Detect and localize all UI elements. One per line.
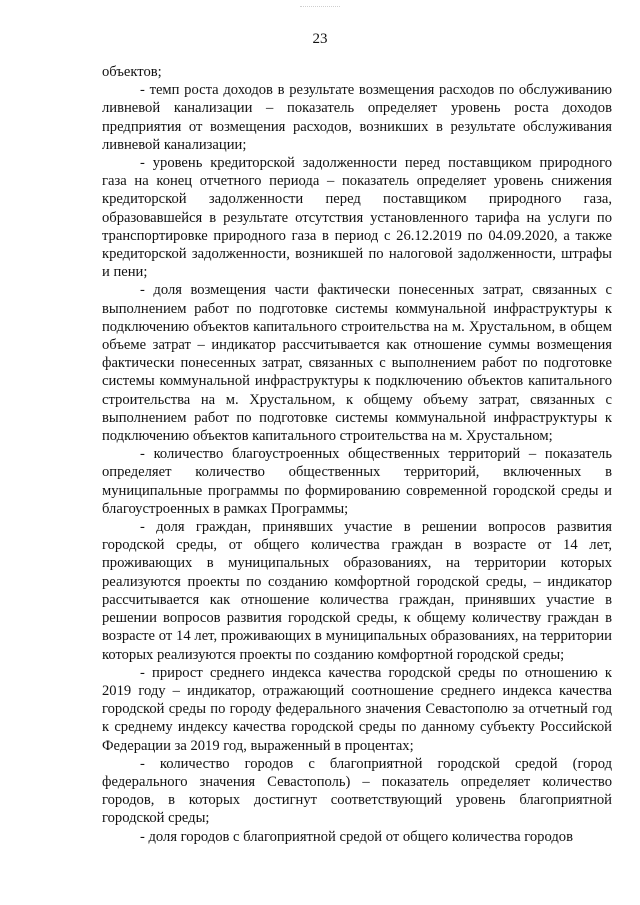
paragraph: - доля граждан, принявших участие в решении вопросов развития городской среды, от общего количества граждан в возрасте от 14 лет, проживающих в муниципальных образованиях, на территории которых реализуются проекты по созданию комфортной городской среды, – индикатор рассчитывается как отношение количества граждан, принявших участие в решении вопросов развития городской среды, к общему количеству граждан в возрасте от 14 лет, проживающих в муниципальных образованиях, на территории которых реализуются проекты по созданию комфортной городской среды; [102,519,612,663]
paragraph: - доля возмещения части фактически понесенных затрат, связанных с выполнением работ по подготовке системы коммунальной инфраструктуры к подключению объектов капитального строительства на м. Хрустальном, в общем объеме затрат – индикатор рассчитывается как отношение суммы возмещения фактически понесенных затрат, связанных с выполнением работ по подготовке системы коммунальной инфраструктуры к подключению объектов капитального строительства на м. Хрустальном, к общему объему затрат, связанных с выполнением работ по подготовке системы коммунальной инфраструктуры к подключению объектов капитального строительства на м. Хрустальном; [102,282,612,445]
paragraph: - количество благоустроенных общественных территорий – показатель определяет количество общественных территорий, включенных в муниципальные программы по формированию современной городской среды и благоустроенных в рамках Программы; [102,446,612,517]
paragraph: - доля городов с благоприятной средой от общего количества городов [140,828,573,845]
paragraph: объектов; [102,64,162,80]
scan-artifact [300,6,340,9]
paragraph: - темп роста доходов в результате возмещения расходов по обслуживанию ливневой канализации – показатель определяет уровень роста доходов предприятия от возмещения расходов, возникших в результате обслуживания ливневой канализации; [102,82,612,153]
paragraph: - количество городов с благоприятной городской средой (город федерального значения Севастополь) – показатель определяет количество городов, в которых достигнут соответствующий уровень благоприятной городской среды; [102,755,612,827]
document-body [102,63,612,846]
paragraph: - уровень кредиторской задолженности перед поставщиком природного газа на конец отчетного периода – показатель определяет уровень снижения кредиторской задолженности перед поставщиком природного газа, образовавшейся в результате отсутствия установленного тарифа на услуги по транспортировке природного газа в период с 26.12.2019 по 04.09.2020, а также кредиторской задолженности, возникшей по налоговой задолженности, штрафы и пени; [102,155,612,281]
page-number: 23 [312,31,328,47]
paragraph: - прирост среднего индекса качества городской среды по отношению к 2019 году – индикатор, отражающий соотношение среднего индекса качества городской среды по городу федерального значения Севастополю за отчетный год к среднему индексу качества городской среды по данному субъекту Российской Федерации за 2019 год, выраженный в процентах; [102,664,612,754]
